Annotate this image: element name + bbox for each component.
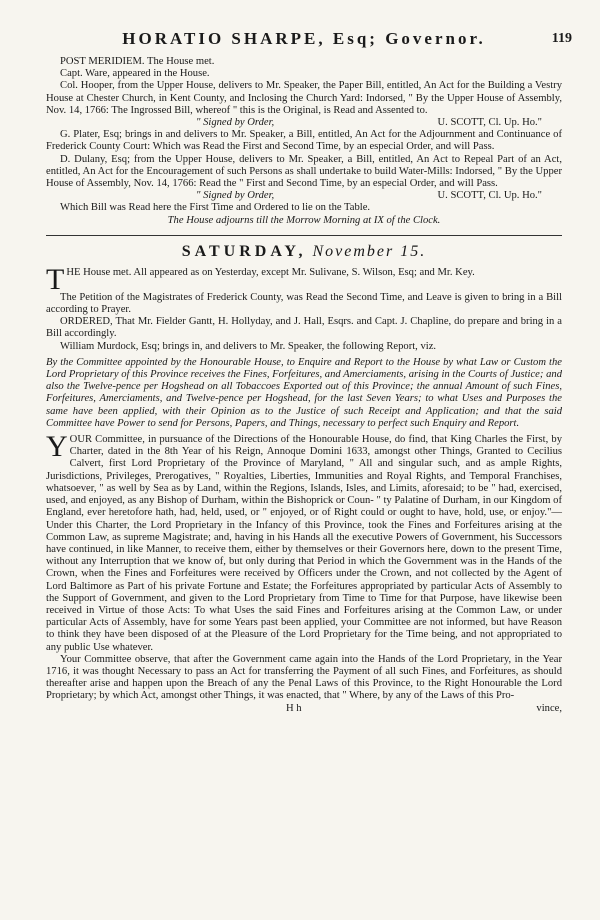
paragraph-ordered: ORDERED, That Mr. Fielder Gantt, H. Hollyday, and J. Hall, Esqrs. and Capt. J. Chapline, do prepare and bring in a Bill accordingly. — [46, 316, 562, 340]
signature-line-2 — [46, 190, 562, 202]
post-meridiem: POST MERIDIEM. The House met. — [60, 56, 215, 67]
signed-by-order: " Signed by Order, — [196, 117, 275, 129]
signature-line-1 — [46, 117, 562, 129]
date-heading — [46, 243, 562, 261]
paragraph-murdock: William Murdock, Esq; brings in, and delivers to Mr. Speaker, the following Report, viz. — [60, 340, 437, 352]
paragraph-petition: The Petition of the Magistrates of Frederick County, was Read the Second Time, and Leave is given to bring in a Bill according to Prayer. — [46, 291, 562, 316]
page-number: 119 — [551, 31, 572, 46]
paragraph-house-met: THE House met. All appeared as on Yesterday, except Mr. Sulivane, S. Wilson, Esq; and Mr. Key. — [46, 262, 475, 296]
running-title: HORATIO SHARPE, Esq; Governor. — [122, 29, 486, 48]
paragraph-hooper: Col. Hooper, from the Upper House, delivers to Mr. Speaker, the Paper Bill, entitled, An Act for the Building a Vestry House at Chester Church, in Kent County, and Inclosing the Church Yard: Indorsed, " By the Upper House of Assembly, Nov. 14, 1766: The Ingrossed Bill, whereof " this is the Original, is Read and Assented to. — [46, 80, 562, 116]
adjournment-note: The House adjourns till the Morrow Morning at IX of the Clock. — [167, 214, 441, 226]
clerk-signature: U. SCOTT, Cl. Up. Ho." — [437, 190, 542, 202]
committee-heading: By the Committee appointed by the Honourable House, to Enquire and Report to the House by what Law or Custom the Lord Proprietary of this Province receives the Fines, Forfeitures, and Amerciaments, arising in the Courts of Justice; and also the Twelve-pence per Hogshead on all Tobaccoes Exported out of this Province; the annual Amount of such Fines, Forfeitures, Amerciaments, and Twelve-pence per Hogshead, for the last Seven Years; to what Uses and Purposes the same have been applied, with their Opinion as to the Justice of such Receipt and Application; and that the said Committee have Power to send for Persons, Papers, and Things, necessary to perfect such Enquiry and Report. — [46, 356, 562, 429]
signed-by-order: " Signed by Order, — [196, 190, 275, 202]
main-section — [46, 262, 562, 715]
paragraph-dulany: D. Dulany, Esq; from the Upper House, delivers to Mr. Speaker, a Bill, entitled, An Act to Repeal Part of an Act, entitled, An Act for the Encouragement of such Persons as shall undertake to build Water-Mills: Indorsed, " By the Upper House of Assembly, Nov. 14, 1766: Read the " First and Second Time, by an especial Order, and will Pass. — [46, 153, 562, 190]
date: November 15. — [312, 242, 427, 260]
paragraph-capt-ware: Capt. Ware, appeared in the House. — [60, 68, 210, 80]
signature-mark: H h — [286, 702, 302, 714]
paragraph-plater: G. Plater, Esq; brings in and delivers to Mr. Speaker, a Bill, entitled, An Act for the Adjournment and Continuance of Frederick County Court: Which was Read the First and Second Time, by an especial Order, and will Pass. — [46, 129, 562, 153]
clerk-signature: U. SCOTT, Cl. Up. Ho." — [437, 117, 542, 129]
weekday: SATURDAY, — [181, 242, 307, 260]
drop-cap: T — [46, 262, 65, 296]
catchword: vince, — [536, 702, 562, 714]
paragraph-bill-read: Which Bill was Read here the First Time and Ordered to lie on the Table. — [60, 202, 371, 214]
page-footer — [46, 703, 562, 715]
top-section — [46, 56, 562, 227]
drop-cap: Y — [46, 430, 68, 464]
running-head — [46, 28, 572, 50]
paragraph-report: YOUR Committee, in pursuance of the Directions of the Honourable House, do find, that King Charles the First, by Charter, dated in the 8th Year of his Reign, Annoque Domini 1633, amongst other Things, Granted to Cecilius Calvert, first Lord Proprietary of the Province of Maryland, " All and singular such, and as ample Rights, Jurisdictions, Privileges, Prerogatives, " Royalties, Liberties, Immunities and Royal Rights, and Temporal Franchises, whatsoever, " as well by Sea as by Land, within the Regions, Islands, Isles, and Limits, aforesaid; to be " had, exercised, used, and enjoyed, as any Bishop of Durham, within the Bishoprick or Coun- " ty Palatine of Durham, in our Kingdom of England, ever heretofore hath, had, held, used, or " enjoyed, or of Right could or ought to have, hold, use, or enjoy."—Under this Charter, the Lord Proprietary in the Infancy of this Province, took the Fines and Forfeitures arising at the Common Law, as supreme Magistrate; and, having in his Hands all the executive Powers of Government, his Successors have continued, in like Manner, to receive them, either by themselves or their Governors here, down to the present Time, without any Interruption that we know of, but only during that Period in which the Government was in the Hands of the Crown, when the Fines and Forfeitures were received by Officers under the Crown, and not collected by the Agent of Lord Baltimore as Part of his private Fortune and Estate; the Forfeitures appropriated by particular Acts of Assembly to the Support of Government, and given to the Lord Proprietary from Time to Time for that Purpose, have likewise been received in Virtue of those Acts: To what Uses the said Fines and Forfeitures arising at the Common Law, or under particular Acts of Assembly, have for some Years past been applied, your Committee are not informed, but have Reason to think they have been disposed of at the Pleasure of the Lord Proprietary for the Time being, and not appropriated to any public Use whatever. — [46, 430, 562, 653]
paragraph-observe: Your Committee observe, that after the Government came again into the Hands of the Lord Proprietary, in the Year 1716, it was thought Necessary to pass an Act for transferring the Payment of all such Fines, and Forfeitures, as should thereafter arise and happen upon the Breach of any the Penal Laws of this Province, to the Right Honourable the Lord Proprietary; by which Act, amongst other Things, it was enacted, that " Where, by any of the Laws of this Pro- — [46, 653, 562, 702]
section-divider — [46, 235, 562, 236]
